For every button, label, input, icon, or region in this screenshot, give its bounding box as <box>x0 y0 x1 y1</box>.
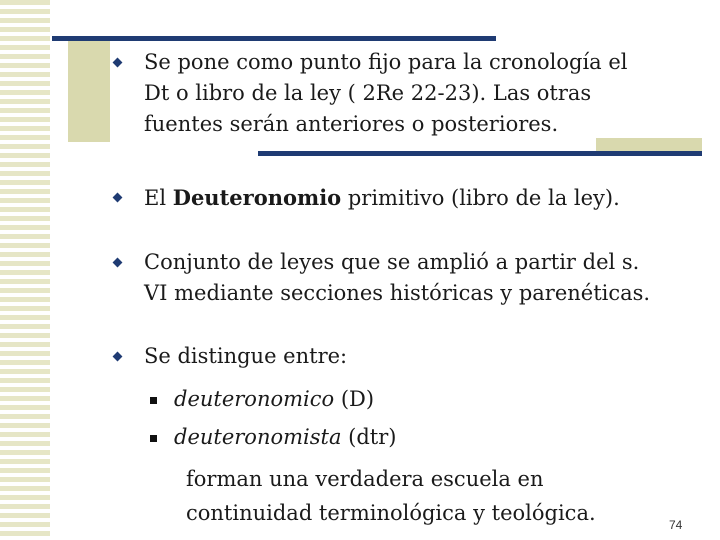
decorative-stripes <box>0 0 50 540</box>
decorative-olive-block <box>68 38 110 142</box>
sub-bullet-2-term: deuteronomista <box>174 425 342 449</box>
bullet-1-line-3: fuentes serán anteriores o posteriores. <box>144 112 559 136</box>
bullet-2-bold-term: Deuteronomio <box>172 185 342 210</box>
continuation-line-2: continuidad terminológica y teológica. <box>186 501 596 525</box>
sub-bullet-1-abbrev: (D) <box>334 387 375 411</box>
sub-bullet-1 <box>150 384 374 415</box>
decorative-line-top <box>52 36 496 41</box>
bullet-2-text <box>144 182 706 214</box>
sub-bullet-2-abbrev: (dtr) <box>341 425 397 449</box>
page-number: 74 <box>669 518 683 532</box>
bullet-1 <box>116 47 706 140</box>
bullet-1-line-2: Dt o libro de la ley ( 2Re 22-23). Las otras <box>144 81 592 105</box>
diamond-bullet-icon <box>113 258 123 268</box>
decorative-line-middle <box>258 151 702 156</box>
sub-bullet-1-term: deuteronomico <box>174 387 335 411</box>
bullet-2-suffix: primitivo (libro de la ley). <box>341 186 620 210</box>
bullet-3-line-1: Conjunto de leyes que se amplió a partir del s. <box>144 250 640 274</box>
diamond-bullet-icon <box>113 58 123 68</box>
bullet-4 <box>116 341 706 372</box>
bullet-2-prefix: El <box>144 186 173 210</box>
bullet-3 <box>116 247 706 309</box>
diamond-bullet-icon <box>113 352 123 362</box>
sub-bullet-2 <box>150 422 396 453</box>
bullet-2 <box>116 182 706 214</box>
square-bullet-icon <box>150 435 157 442</box>
bullet-4-line-1: Se distingue entre: <box>144 344 348 368</box>
continuation-line-1: forman una verdadera escuela en <box>186 467 544 491</box>
square-bullet-icon <box>150 397 157 404</box>
bullet-1-line-1: Se pone como punto fijo para la cronología el <box>144 50 628 74</box>
diamond-bullet-icon <box>113 193 123 203</box>
bullet-3-line-2: VI mediante secciones históricas y parenéticas. <box>144 281 651 305</box>
